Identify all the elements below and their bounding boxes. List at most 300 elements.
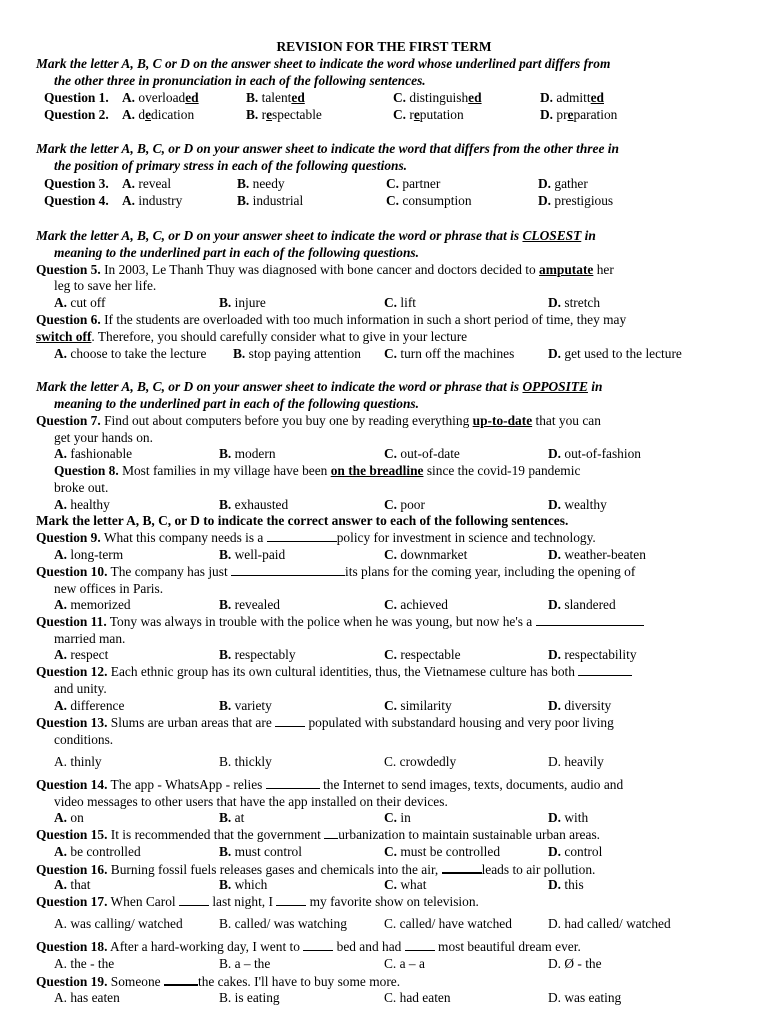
question-17-option-d[interactable]: D. had called/ watched [548,916,671,931]
option-letter: A. [54,295,68,310]
option-letter: C. [384,844,398,859]
question-text: The app - WhatsApp - relies [107,777,266,792]
question-7-option-c[interactable] [384,446,460,462]
option-text: that [67,877,91,892]
question-3-option-a[interactable] [122,176,171,192]
question-text: bed and had [333,939,405,954]
option-letter: D. [548,698,562,713]
option-text: achieved [397,597,448,612]
question-text: last night, I [208,894,277,909]
instruction-closest-line1 [36,228,596,244]
question-6-option-b[interactable] [233,346,361,362]
question-10-stem-line2: new offices in Paris. [54,581,164,596]
option-letter: C. [384,647,398,662]
option-text: r [258,107,267,122]
option-letter: B. [219,295,232,310]
question-label: Question 7. [36,413,101,428]
answer-blank[interactable] [578,664,632,676]
option-text: fashionable [67,446,133,461]
question-3-option-d[interactable] [538,176,588,192]
question-12-option-c[interactable] [384,698,452,714]
instruction-opposite-line2: meaning to the underlined part in each of the following questions. [54,396,419,411]
question-text: Find out about computers before you buy one by reading everything [100,413,473,428]
question-text: its plans for the coming year, including the opening of [345,564,636,579]
question-text: populated with substandard housing and very poor living [305,715,614,730]
option-text: injure [231,295,266,310]
option-letter: C. [393,90,407,105]
option-letter: D. [548,877,562,892]
question-text: Slums are urban areas that are [107,715,276,730]
instruction-correct-answer: Mark the letter A, B, C, or D to indicate the correct answer to each of the following sentences. [36,513,569,528]
question-11-option-d[interactable] [548,647,637,663]
option-letter: A. [54,446,68,461]
option-letter: B. [246,90,259,105]
question-label: Question 8. [54,463,119,478]
question-9-option-b[interactable] [219,547,285,563]
question-label: Question 10. [36,564,108,579]
option-text: gather [551,176,588,191]
underlined-part: ed [468,90,482,105]
option-text: exhausted [231,497,289,512]
question-8-option-c[interactable] [384,497,425,513]
question-text: What this company needs is a [100,530,267,545]
option-text: pr [553,107,568,122]
question-11-option-b[interactable] [219,647,296,663]
instruction-pronunciation-line2: the other three in pronunciation in each of the following sentences. [54,73,426,88]
question-5-option-c[interactable] [384,295,416,311]
question-12-option-d[interactable] [548,698,611,714]
option-text: slandered [561,597,616,612]
question-4-label [44,193,109,209]
option-text: out-of-fashion [561,446,641,461]
question-7-option-a[interactable] [54,446,132,462]
question-12-stem [36,664,632,680]
question-4-option-a[interactable] [122,193,182,209]
option-letter: A. [54,346,68,361]
option-text: industry [135,193,183,208]
question-label: Question 13. [36,715,108,730]
option-letter: B. [219,647,232,662]
option-letter: D. [538,193,552,208]
question-text: policy for investment in science and technology. [336,530,596,545]
question-label: Question 4. [44,193,109,208]
instruction-keyword: CLOSEST [522,228,582,243]
option-letter: D. [548,597,562,612]
option-text: healthy [67,497,110,512]
option-text: distinguish [406,90,469,105]
option-text: stop paying attention [245,346,361,361]
question-3-option-b[interactable] [237,176,285,192]
option-text: this [561,877,584,892]
option-text: industrial [249,193,304,208]
option-text: which [231,877,268,892]
option-text: choose to take the lecture [67,346,207,361]
option-letter: A. [122,107,136,122]
question-text: that you can [532,413,601,428]
question-10-stem [36,564,635,580]
question-8-stem-line2: broke out. [54,480,109,495]
underlined-part: ed [291,90,305,105]
question-7-stem [36,413,601,429]
option-text: reveal [135,176,172,191]
question-text: leads to air pollution. [481,862,596,877]
question-15-option-b[interactable] [219,844,302,860]
instruction-text: in [587,379,603,394]
question-13-stem [36,715,614,731]
answer-blank[interactable] [324,827,338,839]
answer-blank[interactable] [276,894,306,906]
option-letter: B. [219,698,232,713]
question-label: Question 15. [36,827,108,842]
question-6-option-d[interactable] [548,346,682,362]
option-letter: D. [540,90,554,105]
option-letter: B. [219,810,232,825]
question-12-option-b[interactable] [219,698,272,714]
option-text: needy [249,176,285,191]
question-label: Question 14. [36,777,108,792]
question-9-option-a[interactable] [54,547,123,563]
option-text: lift [397,295,416,310]
instruction-pronunciation-line1: Mark the letter A, B, C or D on the answer sheet to indicate the word whose underlined part differs from [36,56,611,71]
option-letter: D. [548,844,562,859]
question-text: It is recommended that the government [107,827,325,842]
question-label: Question 19. [36,974,108,989]
question-label: Question 2. [44,107,109,122]
question-14-stem [36,777,623,793]
option-letter: C. [384,698,398,713]
question-11-option-c[interactable] [384,647,461,663]
option-text: respectable [397,647,461,662]
option-text: talent [258,90,292,105]
question-4-option-b[interactable] [237,193,303,209]
question-6-stem-line2 [36,329,467,345]
question-1-option-d[interactable] [540,90,604,106]
question-2-option-a[interactable] [122,107,194,123]
question-19-option-b[interactable]: B. is eating [219,990,280,1005]
option-letter: A. [54,497,68,512]
question-12-stem-line2: and unity. [54,681,107,696]
question-10-option-d[interactable] [548,597,616,613]
question-19-option-d[interactable]: D. was eating [548,990,622,1005]
option-letter: B. [219,597,232,612]
option-text: with [561,810,589,825]
instruction-keyword: OPPOSITE [522,379,588,394]
underlined-part: e [266,107,273,122]
option-text: long-term [67,547,124,562]
question-4-option-c[interactable] [386,193,472,209]
question-text: the Internet to send images, texts, documents, audio and [319,777,624,792]
option-letter: D. [540,107,554,122]
instruction-opposite-line1 [36,379,602,395]
question-16-stem [36,861,595,878]
option-letter: C. [384,877,398,892]
question-19-option-a[interactable]: A. has eaten [54,990,120,1005]
option-letter: C. [384,810,398,825]
question-text: Someone [107,974,164,989]
option-text: modern [231,446,276,461]
question-9-option-c[interactable] [384,547,467,563]
option-letter: C. [386,176,400,191]
question-1-label [44,90,109,106]
option-text: downmarket [397,547,468,562]
question-15-option-a[interactable] [54,844,141,860]
question-2-option-b[interactable] [246,107,322,123]
option-text: admitt [553,90,591,105]
question-10-option-b[interactable] [219,597,280,613]
question-1-option-c[interactable] [393,90,482,106]
question-label: Question 11. [36,614,107,629]
question-text: my favorite show on television. [306,894,479,909]
underlined-part: e [413,107,420,122]
question-label: Question 12. [36,664,108,679]
option-text: similarity [397,698,452,713]
option-letter: C. [384,295,398,310]
question-text: If the students are overloaded with too much information in such a short period of time, they may [100,312,627,327]
question-19-option-c[interactable]: C. had eaten [384,990,451,1005]
question-text: her [593,262,614,277]
question-14-option-b[interactable] [219,810,244,826]
question-15-stem [36,827,600,843]
option-text: partner [399,176,441,191]
option-text: difference [67,698,125,713]
option-text: stretch [561,295,601,310]
option-text: spectable [272,107,322,122]
question-text: Each ethnic group has its own cultural identities, thus, the Vietnamese culture has both [107,664,579,679]
answer-blank[interactable] [267,530,337,542]
option-text: paration [573,107,618,122]
question-text: After a hard-working day, I went to [107,939,304,954]
option-letter: A. [122,176,136,191]
option-text: d [135,107,146,122]
option-text: dication [151,107,195,122]
underlined-part: ed [185,90,199,105]
option-text: get used to the lecture [561,346,682,361]
question-11-option-a[interactable] [54,647,108,663]
underlined-part: up-to-date [472,413,533,428]
option-letter: D. [548,647,562,662]
question-text: the cakes. I'll have to buy some more. [197,974,401,989]
question-12-option-a[interactable] [54,698,124,714]
question-18-option-c[interactable]: C. a – a [384,956,425,971]
option-letter: B. [219,844,232,859]
question-3-option-c[interactable] [386,176,440,192]
option-text: diversity [561,698,612,713]
question-3-label [44,176,109,192]
question-18-option-d[interactable]: D. Ø - the [548,956,602,971]
question-5-option-a[interactable] [54,295,105,311]
question-text: Most families in my village have been [118,463,331,478]
answer-blank[interactable] [275,715,305,727]
question-2-option-c[interactable] [393,107,464,123]
option-letter: A. [54,810,68,825]
question-label: Question 9. [36,530,101,545]
option-text: poor [397,497,425,512]
question-13-option-b[interactable]: B. thickly [219,754,272,769]
option-letter: B. [219,446,232,461]
option-letter: C. [384,346,398,361]
question-13-option-c[interactable]: C. crowdedly [384,754,457,769]
question-11-stem [36,614,644,630]
question-19-stem [36,973,400,990]
option-letter: C. [384,446,398,461]
option-text: respectability [561,647,637,662]
option-letter: C. [384,547,398,562]
question-text: Tony was always in trouble with the police when he was young, but now he's a [106,614,536,629]
option-text: prestigious [551,193,614,208]
option-letter: D. [548,446,562,461]
question-5-option-d[interactable] [548,295,600,311]
question-18-option-a[interactable]: A. the - the [54,956,115,971]
answer-blank[interactable] [405,939,435,951]
underlined-part: e [145,107,152,122]
option-text: must control [231,844,302,859]
option-text: respectably [231,647,296,662]
underlined-part: ed [590,90,605,105]
option-letter: B. [219,877,232,892]
question-7-stem-line2: get your hands on. [54,430,153,445]
option-letter: B. [237,176,250,191]
instruction-stress-line1: Mark the letter A, B, C, or D on your answer sheet to indicate the word that differs from the other three in [36,141,619,156]
option-letter: A. [54,877,68,892]
question-5-stem-line2: leg to save her life. [54,278,157,293]
option-text: wealthy [561,497,607,512]
question-1-option-b[interactable] [246,90,305,106]
question-text: Burning fossil fuels releases gases and chemicals into the air, [107,862,442,877]
underlined-part: amputate [539,262,594,277]
question-text: urbanization to maintain sustainable urban areas. [338,827,601,842]
option-text: variety [231,698,272,713]
option-letter: A. [54,647,68,662]
question-16-option-c[interactable] [384,877,426,893]
question-label: Question 18. [36,939,108,954]
option-text: in [397,810,411,825]
question-label: Question 17. [36,894,108,909]
question-7-option-d[interactable] [548,446,641,462]
option-letter: D. [548,547,562,562]
option-text: r [406,107,414,122]
option-letter: D. [548,346,562,361]
option-text: cut off [67,295,106,310]
question-8-option-d[interactable] [548,497,607,513]
instruction-text: in [581,228,596,243]
question-10-option-c[interactable] [384,597,448,613]
option-letter: C. [384,497,398,512]
question-9-option-d[interactable] [548,547,646,563]
question-text: When Carol [107,894,179,909]
option-letter: A. [54,844,68,859]
question-4-option-d[interactable] [538,193,613,209]
question-17-stem [36,894,479,910]
question-15-option-c[interactable] [384,844,500,860]
instruction-stress-line2: the position of primary stress in each of the following questions. [54,158,408,173]
page-title: REVISION FOR THE FIRST TERM [276,39,492,54]
question-17-option-b[interactable]: B. called/ was watching [219,916,347,931]
question-text: . Therefore, you should carefully consider what to give in your lecture [91,329,468,344]
question-15-option-d[interactable] [548,844,602,860]
instruction-text: Mark the letter A, B, C, or D on your answer sheet to indicate the word or phrase that is [36,379,523,394]
question-5-option-b[interactable] [219,295,266,311]
question-6-option-a[interactable] [54,346,206,362]
question-16-option-b[interactable] [219,877,267,893]
option-text: overload [135,90,186,105]
question-label: Question 6. [36,312,101,327]
question-13-option-a[interactable]: A. thinly [54,754,102,769]
question-13-stem-line2: conditions. [54,732,114,747]
option-letter: B. [237,193,250,208]
question-14-option-d[interactable] [548,810,588,826]
question-2-label [44,107,109,123]
question-18-option-b[interactable]: B. a – the [219,956,271,971]
question-6-option-c[interactable] [384,346,514,362]
option-letter: B. [233,346,246,361]
instruction-text: Mark the letter A, B, C, or D on your answer sheet to indicate the word or phrase that is [36,228,523,243]
option-letter: D. [548,497,562,512]
option-letter: A. [54,698,68,713]
option-letter: B. [246,107,259,122]
option-text: turn off the machines [397,346,515,361]
question-16-option-d[interactable] [548,877,584,893]
question-text: since the covid-19 pandemic [423,463,581,478]
question-14-option-c[interactable] [384,810,411,826]
question-2-option-d[interactable] [540,107,617,123]
option-text: well-paid [231,547,286,562]
option-text: control [561,844,603,859]
question-14-option-a[interactable] [54,810,84,826]
option-letter: B. [219,547,232,562]
option-letter: A. [122,90,136,105]
question-10-option-a[interactable] [54,597,131,613]
option-text: consumption [399,193,472,208]
underlined-part: e [567,107,574,122]
answer-blank[interactable] [536,614,644,626]
question-5-stem [36,262,614,278]
option-text: out-of-date [397,446,460,461]
answer-blank[interactable] [442,861,482,874]
answer-blank[interactable] [303,939,333,951]
option-text: must be controlled [397,844,501,859]
question-17-option-c[interactable]: C. called/ have watched [384,916,512,931]
answer-blank[interactable] [231,564,345,576]
question-13-option-d[interactable]: D. heavily [548,754,604,769]
option-letter: A. [54,547,68,562]
question-8-option-b[interactable] [219,497,288,513]
option-letter: A. [122,193,136,208]
question-11-stem-line2: married man. [54,631,126,646]
question-8-stem [54,463,580,479]
option-text: what [397,877,427,892]
option-letter: C. [386,193,400,208]
answer-blank[interactable] [179,894,209,906]
question-17-option-a[interactable]: A. was calling/ watched [54,916,183,931]
question-label: Question 3. [44,176,109,191]
option-letter: B. [219,497,232,512]
option-text: weather-beaten [561,547,646,562]
question-8-option-a[interactable] [54,497,110,513]
question-1-option-a[interactable] [122,90,199,106]
option-letter: D. [548,810,562,825]
answer-blank[interactable] [266,777,320,789]
question-16-option-a[interactable] [54,877,90,893]
underlined-part: on the breadline [330,463,424,478]
underlined-part: switch off [36,329,92,344]
answer-blank[interactable] [164,973,198,986]
question-7-option-b[interactable] [219,446,276,462]
option-letter: C. [384,597,398,612]
option-text: at [231,810,245,825]
option-letter: A. [54,597,68,612]
option-text: revealed [231,597,280,612]
question-text: most beautiful dream ever. [434,939,581,954]
